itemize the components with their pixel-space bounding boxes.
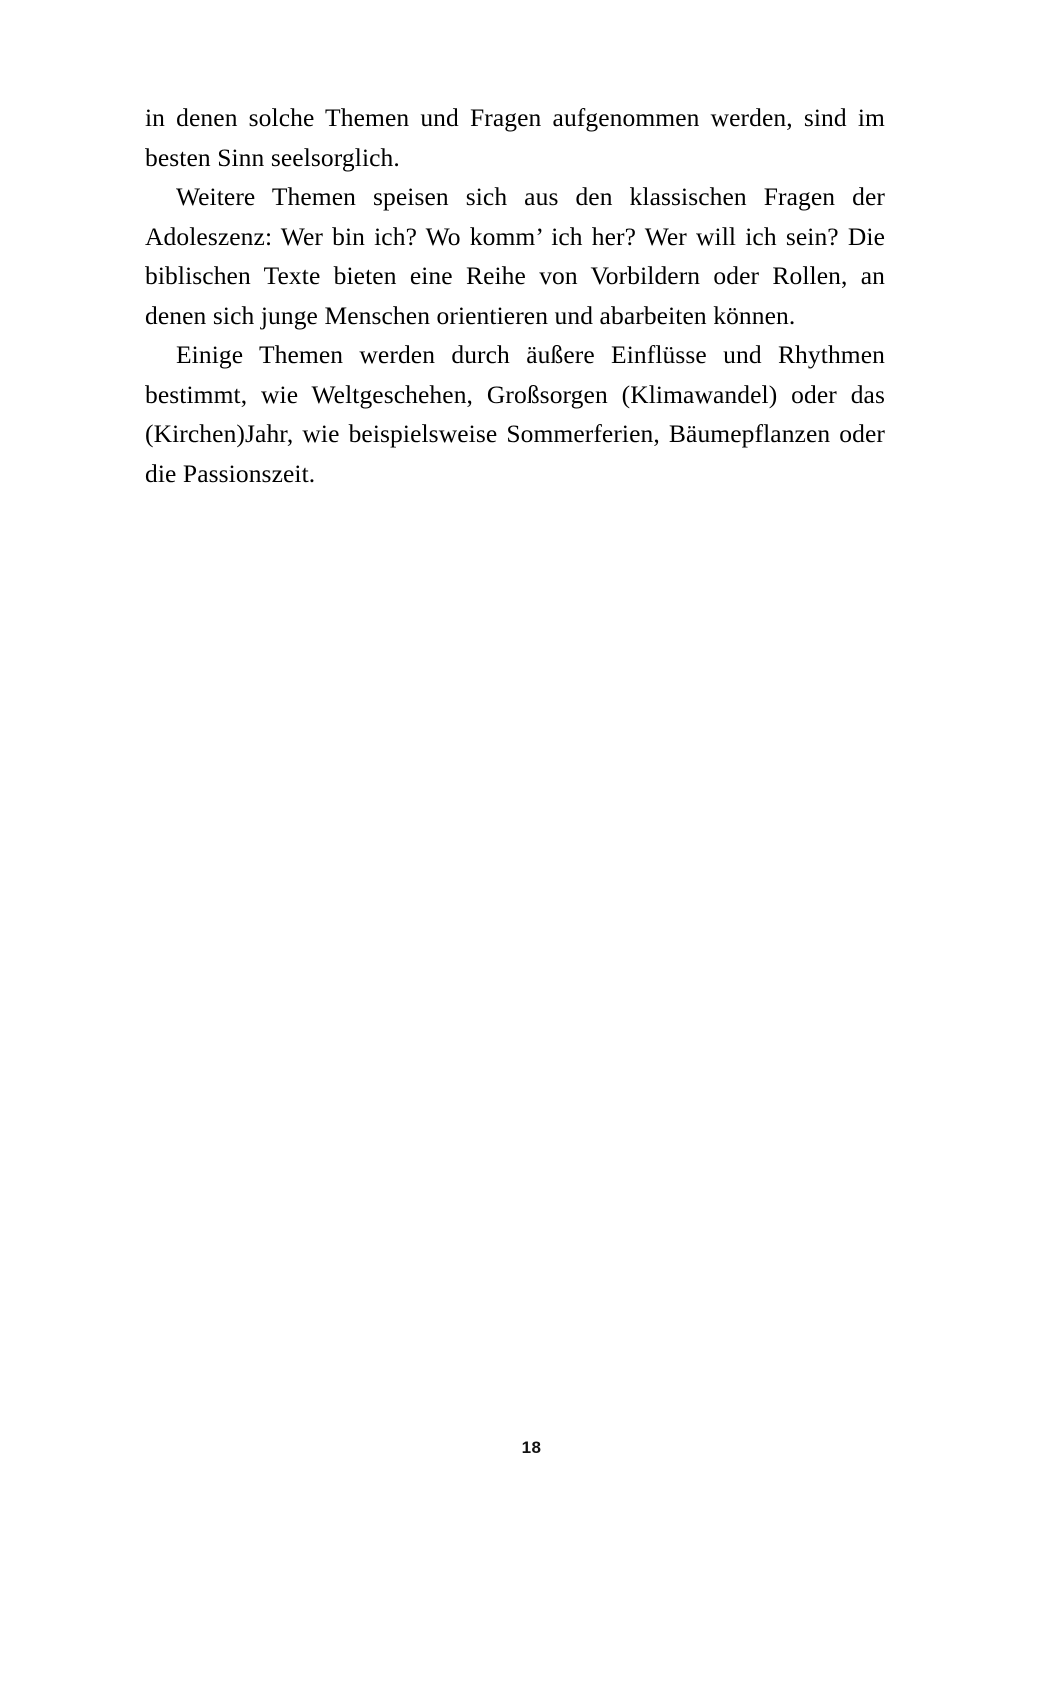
body-text xyxy=(145,98,885,493)
paragraph: Einige Themen werden durch äußere Einflüsse und Rhythmen bestimmt, wie Weltgeschehen, Großsorgen (Klimawandel) oder das (Kirchen)Jahr, wie beispielsweise Sommerferien, Bäumepflanzen oder die Passionszeit. xyxy=(145,340,885,488)
paragraph: in denen solche Themen und Fragen aufgenommen werden, sind im besten Sinn seelsorglich. xyxy=(145,103,885,172)
paragraph: Weitere Themen speisen sich aus den klassischen Fragen der Adoleszenz: Wer bin ich? Wo komm’ ich her? Wer will ich sein? Die biblischen Texte bieten eine Reihe von Vorbildern oder Rollen, an denen sich junge Menschen orientieren und abarbeiten können. xyxy=(145,182,885,330)
page-number: 18 xyxy=(521,1438,542,1457)
